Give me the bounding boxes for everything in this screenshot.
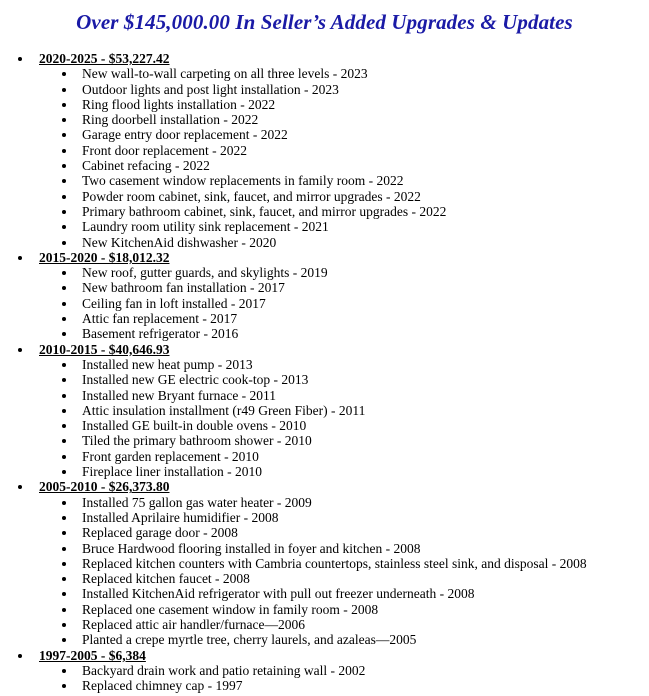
list-item: Installed new Bryant furnace - 2011 bbox=[39, 388, 649, 403]
list-item: Backyard drain work and patio retaining wall - 2002 bbox=[39, 663, 649, 678]
list-item: New roof, gutter guards, and skylights - 2019 bbox=[39, 265, 649, 280]
list-item: Primary bathroom cabinet, sink, faucet, and mirror upgrades - 2022 bbox=[39, 204, 649, 219]
list-item: Tiled the primary bathroom shower - 2010 bbox=[39, 433, 649, 448]
list-item: Front door replacement - 2022 bbox=[39, 143, 649, 158]
period-heading: 2010-2015 - $40,646.93 bbox=[39, 341, 170, 357]
list-item: Replaced kitchen faucet - 2008 bbox=[39, 571, 649, 586]
list-item: Replaced attic air handler/furnace—2006 bbox=[39, 617, 649, 632]
list-item: New wall-to-wall carpeting on all three levels - 2023 bbox=[39, 66, 649, 81]
list-item: Replaced garage door - 2008 bbox=[39, 525, 649, 540]
period-heading: 2020-2025 - $53,227.42 bbox=[39, 51, 170, 66]
period-heading: 1997-2005 - $6,384 bbox=[39, 647, 146, 663]
period-items-list bbox=[39, 495, 649, 648]
list-item: Ceiling fan in loft installed - 2017 bbox=[39, 296, 649, 311]
list-item: Cabinet refacing - 2022 bbox=[39, 158, 649, 173]
list-item: Powder room cabinet, sink, faucet, and mirror upgrades - 2022 bbox=[39, 189, 649, 204]
list-item: Basement refrigerator - 2016 bbox=[39, 326, 649, 341]
period-section bbox=[0, 648, 649, 694]
list-item: Replaced kitchen counters with Cambria countertops, stainless steel sink, and disposal - 2008 bbox=[39, 556, 649, 571]
period-items-list bbox=[39, 66, 649, 250]
period-section bbox=[0, 51, 649, 250]
list-item: Laundry room utility sink replacement - 2021 bbox=[39, 219, 649, 234]
list-item: Front garden replacement - 2010 bbox=[39, 449, 649, 464]
page-title: Over $145,000.00 In Seller’s Added Upgrades & Updates bbox=[76, 10, 573, 34]
list-item: New bathroom fan installation - 2017 bbox=[39, 280, 649, 295]
list-item: Installed GE built-in double ovens - 2010 bbox=[39, 418, 649, 433]
list-item: Attic insulation installment (r49 Green Fiber) - 2011 bbox=[39, 403, 649, 418]
list-item: Ring doorbell installation - 2022 bbox=[39, 112, 649, 127]
upgrade-periods-list bbox=[0, 51, 649, 693]
list-item: Bruce Hardwood flooring installed in foyer and kitchen - 2008 bbox=[39, 541, 649, 556]
period-section bbox=[0, 342, 649, 480]
list-item: Installed Aprilaire humidifier - 2008 bbox=[39, 510, 649, 525]
list-item: New KitchenAid dishwasher - 2020 bbox=[39, 235, 649, 250]
period-heading: 2005-2010 - $26,373.80 bbox=[39, 479, 170, 495]
period-items-list bbox=[39, 265, 649, 341]
list-item: Garage entry door replacement - 2022 bbox=[39, 127, 649, 142]
list-item: Planted a crepe myrtle tree, cherry laurels, and azaleas—2005 bbox=[39, 632, 649, 647]
list-item: Installed 75 gallon gas water heater - 2009 bbox=[39, 495, 649, 510]
list-item: Installed new GE electric cook-top - 2013 bbox=[39, 372, 649, 387]
period-section bbox=[0, 250, 649, 342]
period-items-list bbox=[39, 357, 649, 479]
list-item: Attic fan replacement - 2017 bbox=[39, 311, 649, 326]
list-item: Ring flood lights installation - 2022 bbox=[39, 97, 649, 112]
list-item: Replaced one casement window in family room - 2008 bbox=[39, 602, 649, 617]
list-item: Installed new heat pump - 2013 bbox=[39, 357, 649, 372]
period-section bbox=[0, 479, 649, 647]
period-items-list bbox=[39, 663, 649, 694]
list-item: Installed KitchenAid refrigerator with pull out freezer underneath - 2008 bbox=[39, 586, 649, 601]
list-item: Fireplace liner installation - 2010 bbox=[39, 464, 649, 479]
list-item: Replaced chimney cap - 1997 bbox=[39, 678, 649, 693]
list-item: Two casement window replacements in family room - 2022 bbox=[39, 173, 649, 188]
list-item: Outdoor lights and post light installation - 2023 bbox=[39, 82, 649, 97]
period-heading: 2015-2020 - $18,012.32 bbox=[39, 249, 170, 265]
